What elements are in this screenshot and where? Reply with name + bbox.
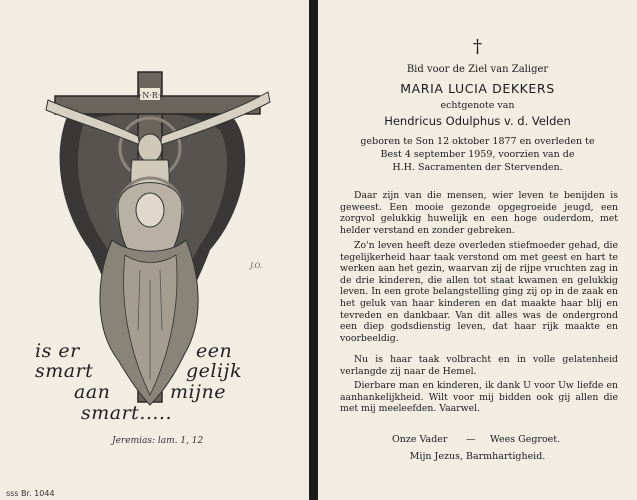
spouse-intro: echtgenote van xyxy=(440,100,515,111)
prayer-dash: — xyxy=(466,434,476,445)
prayer-hail-mary: Wees Gegroet. xyxy=(490,434,561,445)
cross-inscription: I·N·R·I xyxy=(136,91,164,100)
quote-line-4: smart..... xyxy=(81,402,173,424)
paragraph-3: Nu is haar taak volbracht en in volle gelatenheid verlangde zij naar de Hemel. xyxy=(340,354,618,377)
quote-line-2-right: gelijk xyxy=(186,360,242,382)
intro-line: Bid voor de Ziel van Zaliger xyxy=(406,64,549,75)
birth-death-line-3: H.H. Sacramenten der Stervenden. xyxy=(392,162,563,173)
cross-icon: † xyxy=(473,36,482,57)
printer-code: sss Br. 1044 xyxy=(6,489,55,498)
paragraph-1: Daar zijn van die mensen, wier leven te benijden is geweest. Een mooie gezonde opgegroeide jeugd, een zorgvol gelukkig huwelijk en een hoge ouderdom, met helder verstand en zonder gebreken. xyxy=(340,190,618,236)
svg-text:J.O.: J.O. xyxy=(250,262,263,270)
memorial-card-back xyxy=(318,0,637,500)
quote-line-2-left: smart xyxy=(35,360,94,382)
spouse-name: Hendricus Odulphus v. d. Velden xyxy=(384,114,571,128)
paragraph-2: Zo'n leven heeft deze overleden stiefmoeder gehad, die tegelijkerheid haar taak verstond om met geest en hart te werken aan het gezin, waarvan zij de rijpe vruchten zag in de drie kinderen, die allen tot staat kwamen en gelukkig leven. In een grote belangstelling ging zij op in de zaak en het geluk van haar kinderen en dat maakte haar blij en tevreden en dankbaar. Van dit alles was de ondergrond een diep godsdienstig leven, dat haar rijk maakte en voorbeeldig. xyxy=(340,240,618,344)
quote-line-3-right: mijne xyxy=(170,381,226,403)
scripture-citation: Jeremias: lam. 1, 12 xyxy=(112,436,204,446)
crucifixion-illustration xyxy=(0,0,309,500)
memorial-card-front xyxy=(0,0,309,500)
paragraph-4: Dierbare man en kinderen, ik dank U voor Uw liefde en aanhankelijkheid. Wilt voor mij bidden ook gij allen die met mij meeleefden. Vaarwel. xyxy=(340,380,618,415)
quote-line-3-left: aan xyxy=(74,381,111,403)
quote-line-1-left: is er xyxy=(35,340,80,362)
birth-death-line-2: Best 4 september 1959, voorzien van de xyxy=(380,149,575,160)
birth-death-line-1: geboren te Son 12 oktober 1877 en overleden te xyxy=(360,136,595,147)
prayer-our-father: Onze Vader xyxy=(392,434,448,445)
prayer-mercy: Mijn Jezus, Barmhartigheid. xyxy=(409,451,546,462)
quote-line-1-right: een xyxy=(196,340,233,362)
deceased-name: MARIA LUCIA DEKKERS xyxy=(400,81,555,96)
